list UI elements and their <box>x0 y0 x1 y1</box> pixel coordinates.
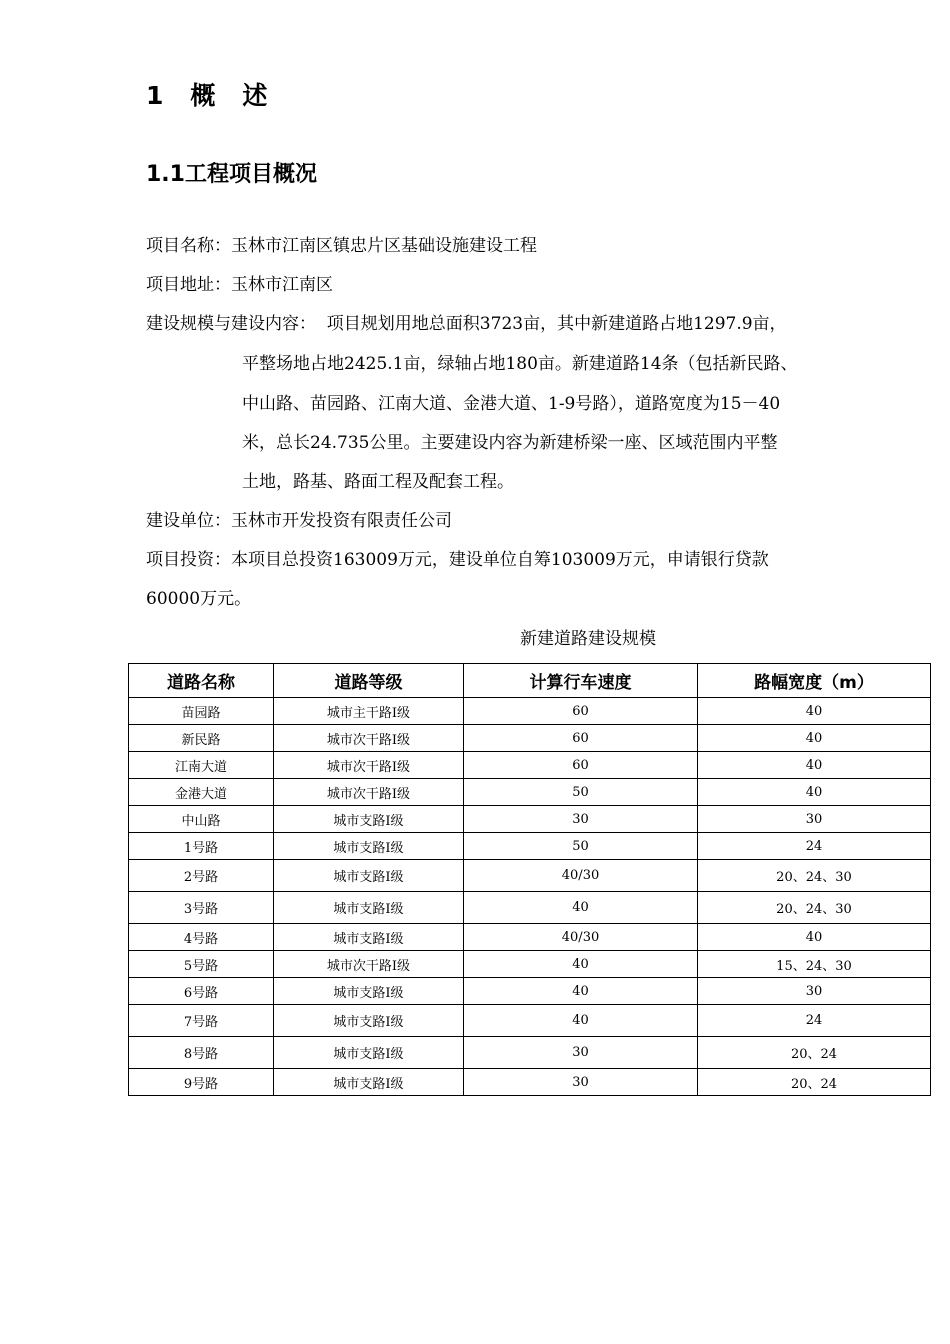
cell-road-width: 24 <box>698 1005 931 1037</box>
project-scope-line-3: 中山路、苗园路、江南大道、金港大道、1-9号路），道路宽度为15－40 <box>242 394 781 414</box>
cell-road-width: 20、24、30 <box>698 892 931 924</box>
cell-design-speed: 40 <box>464 978 698 1005</box>
project-scope-line-1: 建设规模与建设内容： 项目规划用地总面积3723亩，其中新建道路占地1297.9亩， <box>146 314 787 334</box>
table-body <box>129 698 931 1096</box>
cell-road-width: 40 <box>698 698 931 725</box>
project-scope-line-5: 土地，路基、路面工程及配套工程。 <box>242 472 514 492</box>
project-unit-line: 建设单位：玉林市开发投资有限责任公司 <box>146 511 452 531</box>
table-row <box>129 725 931 752</box>
project-scope-line-4: 米，总长24.735公里。主要建设内容为新建桥梁一座、区域范围内平整 <box>242 433 778 453</box>
cell-road-width: 15、24、30 <box>698 951 931 978</box>
cell-road-width: 20、24、30 <box>698 860 931 892</box>
cell-road-width: 40 <box>698 725 931 752</box>
table-row <box>129 752 931 779</box>
cell-road-width: 40 <box>698 924 931 951</box>
header-design-speed: 计算行车速度 <box>464 664 698 698</box>
cell-road-name: 8号路 <box>129 1037 274 1069</box>
cell-design-speed: 30 <box>464 806 698 833</box>
road-table <box>128 663 931 1096</box>
cell-road-name: 7号路 <box>129 1005 274 1037</box>
table-row <box>129 698 931 725</box>
cell-road-name: 2号路 <box>129 860 274 892</box>
header-road-width: 路幅宽度（m） <box>698 664 931 698</box>
header-road-grade: 道路等级 <box>274 664 464 698</box>
cell-road-grade: 城市次干路Ⅰ级 <box>274 725 464 752</box>
cell-design-speed: 40 <box>464 1005 698 1037</box>
cell-design-speed: 30 <box>464 1037 698 1069</box>
cell-road-grade: 城市次干路Ⅰ级 <box>274 951 464 978</box>
cell-road-name: 1号路 <box>129 833 274 860</box>
cell-road-width: 24 <box>698 833 931 860</box>
table-row <box>129 1069 931 1096</box>
project-scope-line-2: 平整场地占地2425.1亩，绿轴占地180亩。新建道路14条（包括新民路、 <box>242 354 798 374</box>
cell-design-speed: 60 <box>464 725 698 752</box>
cell-road-grade: 城市支路Ⅰ级 <box>274 860 464 892</box>
table-row <box>129 833 931 860</box>
table-caption: 新建道路建设规模 <box>520 629 656 649</box>
cell-design-speed: 60 <box>464 698 698 725</box>
cell-road-width: 20、24 <box>698 1069 931 1096</box>
cell-road-grade: 城市支路Ⅰ级 <box>274 924 464 951</box>
header-road-name: 道路名称 <box>129 664 274 698</box>
cell-road-grade: 城市支路Ⅰ级 <box>274 1037 464 1069</box>
cell-design-speed: 30 <box>464 1069 698 1096</box>
subsection-heading: 1.1工程项目概况 <box>146 162 317 187</box>
cell-design-speed: 60 <box>464 752 698 779</box>
project-address-line: 项目地址：玉林市江南区 <box>146 275 333 295</box>
table-row <box>129 924 931 951</box>
cell-design-speed: 40/30 <box>464 924 698 951</box>
project-name-line: 项目名称：玉林市江南区镇忠片区基础设施建设工程 <box>146 236 537 256</box>
cell-road-grade: 城市支路Ⅰ级 <box>274 978 464 1005</box>
cell-road-width: 40 <box>698 779 931 806</box>
cell-road-name: 6号路 <box>129 978 274 1005</box>
cell-road-grade: 城市支路Ⅰ级 <box>274 833 464 860</box>
cell-road-name: 3号路 <box>129 892 274 924</box>
cell-road-name: 9号路 <box>129 1069 274 1096</box>
cell-road-grade: 城市支路Ⅰ级 <box>274 806 464 833</box>
cell-road-name: 4号路 <box>129 924 274 951</box>
cell-road-name: 中山路 <box>129 806 274 833</box>
cell-design-speed: 50 <box>464 779 698 806</box>
cell-road-width: 20、24 <box>698 1037 931 1069</box>
project-investment-line-2: 60000万元。 <box>146 589 252 609</box>
cell-road-name: 5号路 <box>129 951 274 978</box>
cell-road-grade: 城市次干路Ⅰ级 <box>274 752 464 779</box>
cell-road-grade: 城市支路Ⅰ级 <box>274 892 464 924</box>
cell-road-grade: 城市次干路Ⅰ级 <box>274 779 464 806</box>
table-header-row <box>129 664 931 698</box>
cell-design-speed: 40/30 <box>464 860 698 892</box>
cell-road-name: 新民路 <box>129 725 274 752</box>
cell-road-grade: 城市主干路Ⅰ级 <box>274 698 464 725</box>
table-row <box>129 978 931 1005</box>
cell-road-name: 金港大道 <box>129 779 274 806</box>
cell-design-speed: 40 <box>464 892 698 924</box>
table-row <box>129 779 931 806</box>
cell-road-grade: 城市支路Ⅰ级 <box>274 1005 464 1037</box>
table-row <box>129 892 931 924</box>
table-row <box>129 1037 931 1069</box>
cell-road-grade: 城市支路Ⅰ级 <box>274 1069 464 1096</box>
table-row <box>129 1005 931 1037</box>
table-row <box>129 860 931 892</box>
cell-road-width: 30 <box>698 978 931 1005</box>
cell-road-width: 40 <box>698 752 931 779</box>
project-investment-line-1: 项目投资：本项目总投资163009万元，建设单位自筹103009万元，申请银行贷款 <box>146 550 769 570</box>
table-row <box>129 951 931 978</box>
table-row <box>129 806 931 833</box>
section-heading: 1 概 述 <box>146 81 269 110</box>
cell-road-name: 苗园路 <box>129 698 274 725</box>
cell-design-speed: 50 <box>464 833 698 860</box>
cell-road-width: 30 <box>698 806 931 833</box>
cell-road-name: 江南大道 <box>129 752 274 779</box>
cell-design-speed: 40 <box>464 951 698 978</box>
